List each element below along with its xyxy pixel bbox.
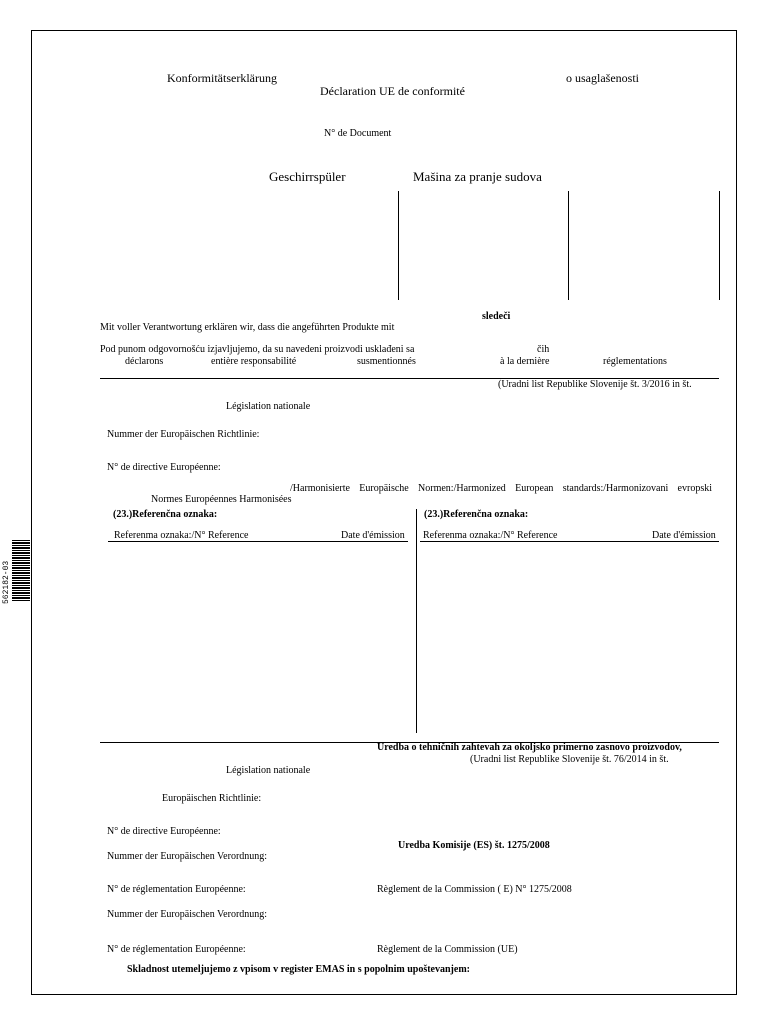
skladnost-text: Skladnost utemeljujemo z vpisom v register EMAS in s popolnim upoštevanjem:: [127, 964, 470, 975]
product-label-sl: Mašina za pranje sudova: [413, 169, 542, 184]
title-sl: o usaglašenosti: [566, 71, 639, 85]
uradni-list-1: (Uradni list Republike Slovenije št. 3/2016 in št.: [498, 379, 692, 390]
table-right-header-line: [420, 541, 719, 542]
uredba-title: Uredba o tehničnih zahtevah za okoljsko primerno zasnovo proizvodov,: [377, 742, 682, 753]
no-directive-label-1: N° de directive Européenne:: [107, 462, 221, 473]
legislation-nationale-1: Législation nationale: [226, 401, 311, 412]
product-label-de: Geschirrspüler: [269, 169, 346, 184]
table-right-title: (23.)Referenčna oznaka:: [424, 509, 529, 520]
declaration-fr-3: susmentionnés: [357, 356, 416, 367]
title-fr: Déclaration UE de conformité: [320, 84, 465, 98]
table-left-ref-header: Referenma oznaka:/N° Reference: [114, 530, 249, 541]
sledeci-text: sledeči: [482, 311, 511, 322]
no-reglementation-1: N° de réglementation Européenne:: [107, 884, 246, 895]
table-right-date-header: Date d'émission: [652, 530, 716, 541]
title-de: Konformitätserklärung: [167, 71, 277, 85]
declaration-text-de: Mit voller Verantwortung erklären wir, dass die angeführten Produkte mit: [100, 322, 395, 333]
declaration-fr-1: déclarons: [125, 356, 164, 367]
product-column-divider: [568, 191, 569, 300]
uredba-komisije: Uredba Komisije (ES) št. 1275/2008: [398, 840, 550, 851]
nummer-verordnung-1: Nummer der Europäischen Verordnung:: [107, 851, 268, 862]
table-left-title: (23.)Referenčna oznaka:: [113, 509, 218, 520]
barcode-number: 562182-03: [2, 560, 11, 604]
declaration-fr-2: entière responsabilité: [211, 356, 297, 367]
document-number-label: N° de Document: [324, 128, 392, 139]
table-left-date-header: Date d'émission: [341, 530, 405, 541]
product-column-divider: [398, 191, 399, 300]
normes-harmonisees: Normes Européennes Harmonisées: [151, 494, 292, 505]
table-center-divider: [416, 509, 417, 733]
no-reglementation-2: N° de réglementation Européenne:: [107, 944, 246, 955]
no-directive-label-2: N° de directive Européenne:: [107, 826, 221, 837]
nummer-verordnung-2: Nummer der Europäischen Verordnung:: [107, 909, 268, 920]
reglement-commission-1: Règlement de la Commission ( E) N° 1275/2008: [377, 884, 572, 895]
declaration-fr-4: à la dernière: [500, 356, 550, 367]
uradni-list-2: (Uradni list Republike Slovenije št. 76/2014 in št.: [470, 754, 669, 765]
barcode: [12, 540, 30, 602]
legislation-nationale-2: Législation nationale: [226, 765, 311, 776]
product-column-divider: [719, 191, 720, 300]
europaischen-richtlinie-label: Europäischen Richtlinie:: [162, 793, 262, 804]
nummer-richtlinie-label: Nummer der Europäischen Richtlinie:: [107, 429, 260, 440]
declaration-fr-5: réglementations: [603, 356, 667, 367]
reglement-commission-2: Règlement de la Commission (UE): [377, 944, 518, 955]
declaration-text-sl: Pod punom odgovornošću izjavljujemo, da su navedeni proizvodi usklađeni sa: [100, 344, 415, 355]
table-right-ref-header: Referenma oznaka:/N° Reference: [423, 530, 558, 541]
table-left-header-line: [108, 541, 408, 542]
declaration-cih: čih: [537, 344, 550, 355]
harmonised-standards-text: /Harmonisierte Europäische Normen:/Harmonized European standards:/Harmonizovani evropski: [290, 483, 712, 494]
